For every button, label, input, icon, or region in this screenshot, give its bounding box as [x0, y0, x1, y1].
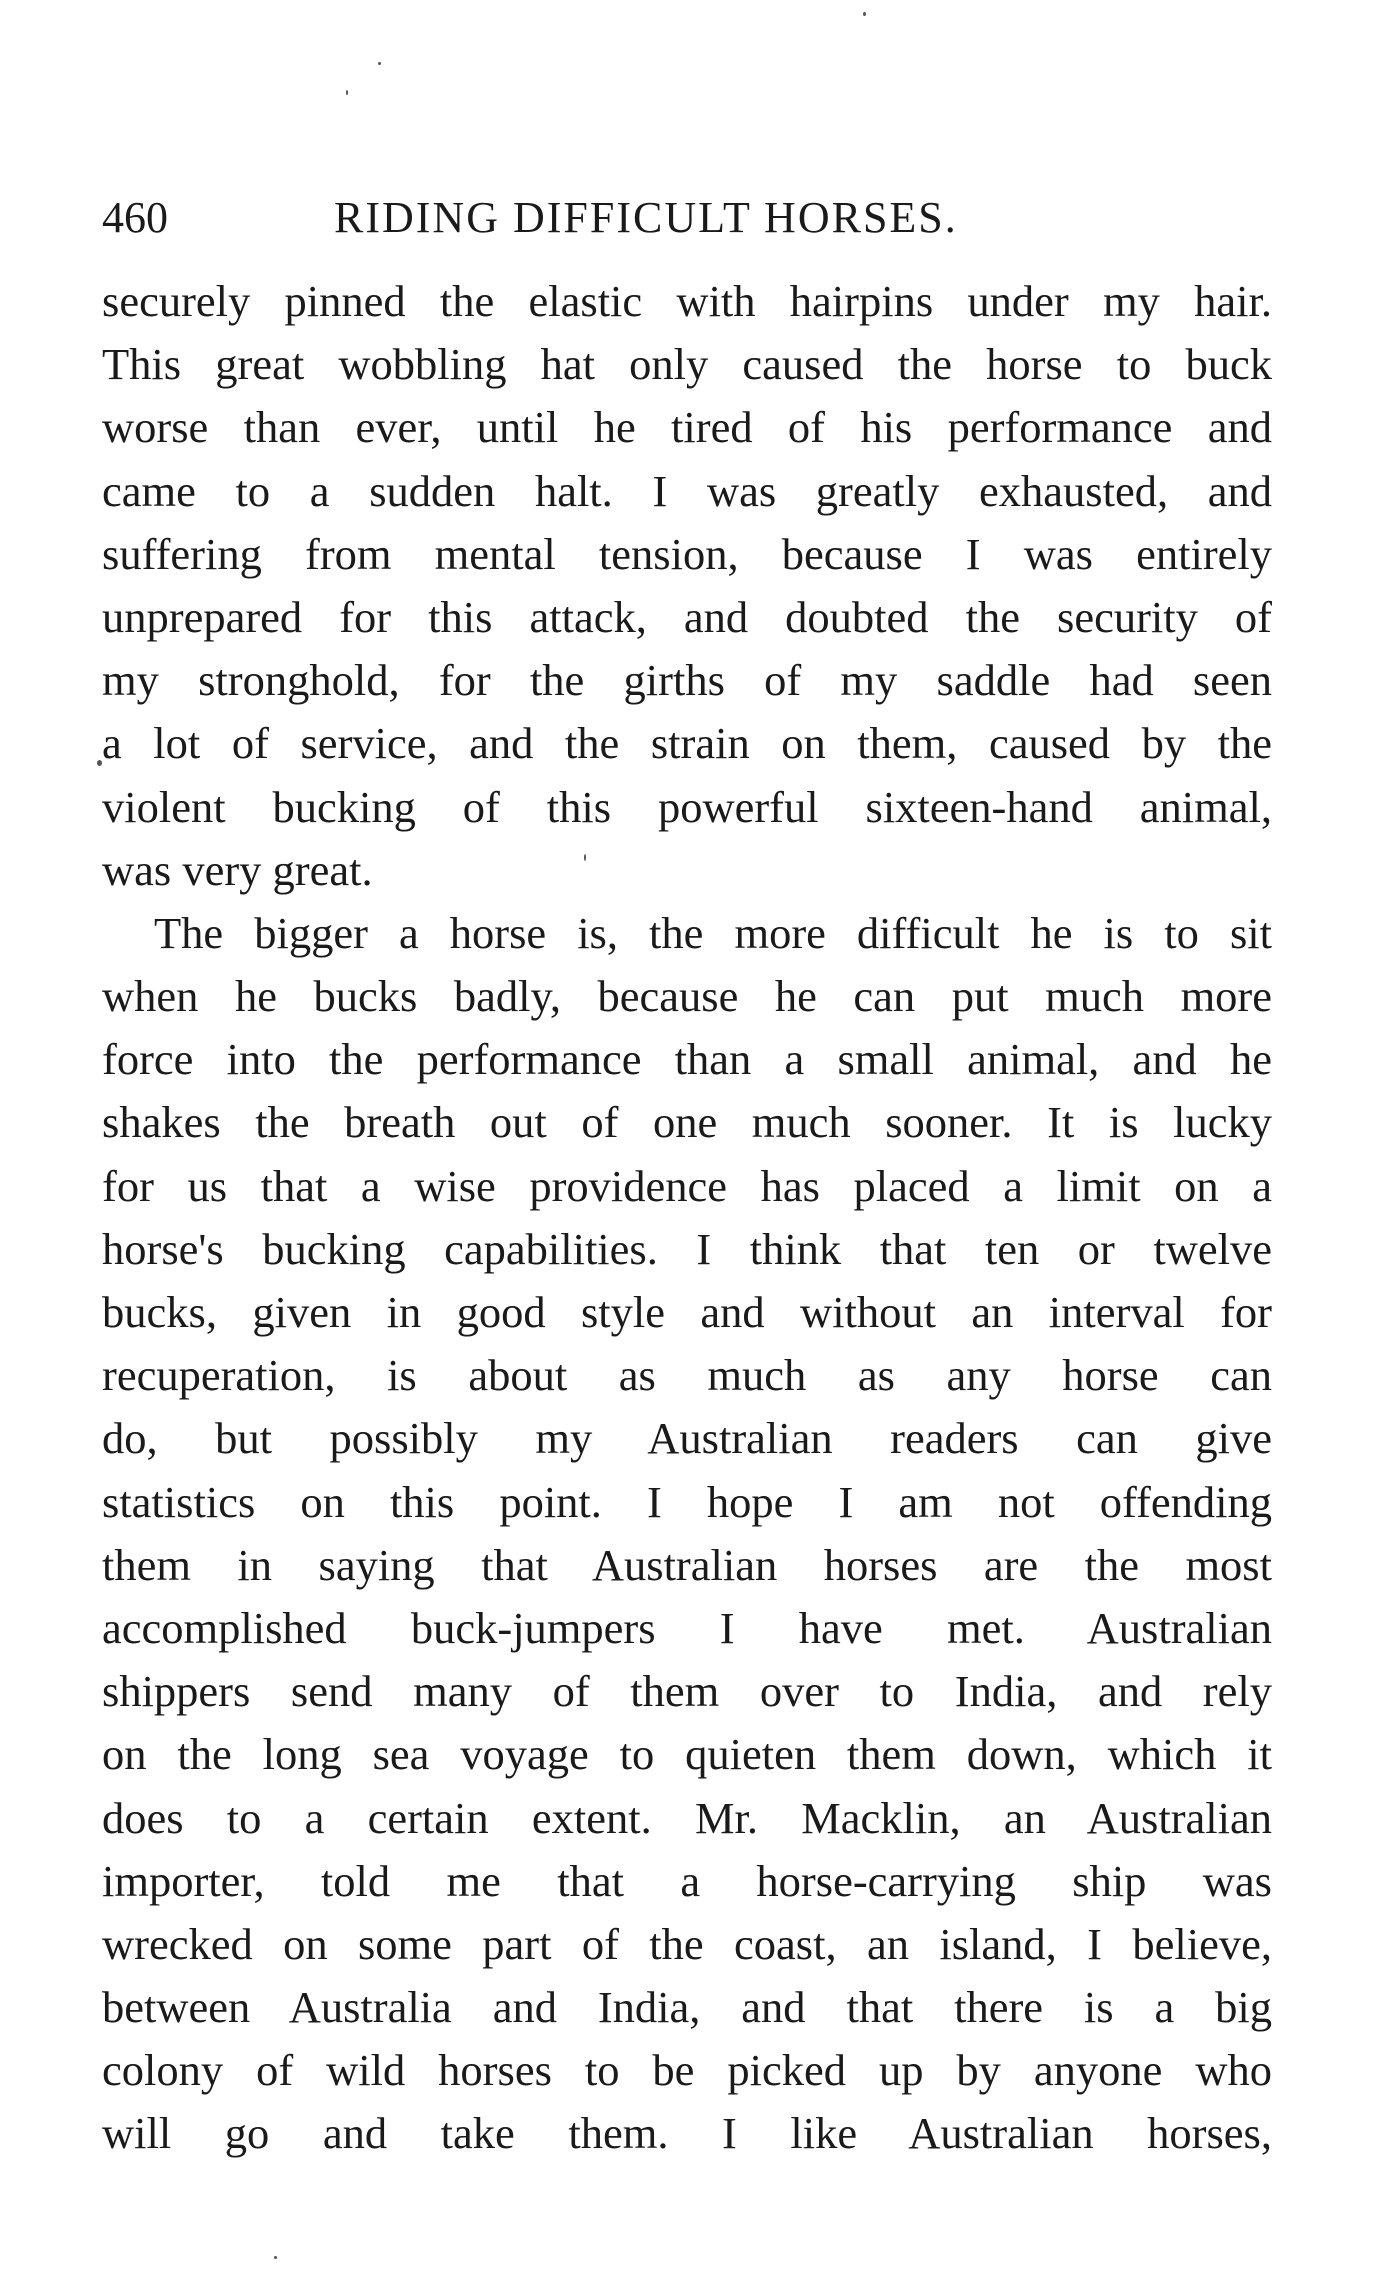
scan-speck	[378, 62, 381, 65]
text-line: on the long sea voyage to quieten them down, which it	[102, 1729, 1272, 1780]
text-line: violent bucking of this powerful sixteen-hand animal,	[102, 781, 1272, 832]
text-line: them in saying that Australian horses are the most	[102, 1539, 1272, 1590]
text-line: between Australia and India, and that there is a big	[102, 1982, 1272, 2033]
text-line: wrecked on some part of the coast, an island, I believe,	[102, 1918, 1272, 1969]
text-line: bucks, given in good style and without an interval for	[102, 1287, 1272, 1337]
text-line: importer, told me that a horse-carrying ship was	[102, 1855, 1272, 1906]
page-header	[102, 188, 1272, 248]
text-line: my stronghold, for the girths of my saddle had seen	[102, 655, 1272, 706]
paragraph	[102, 270, 1272, 902]
body-text	[102, 270, 1272, 2166]
text-line: will go and take them. I like Australian horses,	[102, 2108, 1272, 2159]
text-line: when he bucks badly, because he can put much more	[102, 971, 1272, 1022]
text-line: unprepared for this attack, and doubted the security of	[102, 591, 1272, 642]
text-line: securely pinned the elastic with hairpins under my hair.	[102, 276, 1272, 326]
paragraph	[102, 902, 1272, 2166]
text-line: a lot of service, and the strain on them, caused by the	[102, 718, 1272, 769]
text-line: accomplished buck-jumpers I have met. Australian	[102, 1602, 1272, 1653]
text-line: statistics on this point. I hope I am not offending	[102, 1476, 1272, 1527]
text-line: worse than ever, until he tired of his performance and	[102, 402, 1272, 453]
running-title: RIDING DIFFICULT HORSES.	[334, 193, 958, 242]
text-line: shakes the breath out of one much sooner. It is lucky	[102, 1097, 1272, 1148]
page-number: 460	[102, 193, 168, 242]
scan-speck	[274, 2256, 277, 2259]
text-line: does to a certain extent. Mr. Macklin, an Australian	[102, 1792, 1272, 1843]
text-line: recuperation, is about as much as any horse can	[102, 1350, 1272, 1401]
text-line: The bigger a horse is, the more difficult he is to sit	[154, 907, 1272, 958]
text-line: colony of wild horses to be picked up by anyone who	[102, 2045, 1272, 2096]
scan-speck	[863, 12, 866, 16]
text-line: This great wobbling hat only caused the horse to buck	[102, 339, 1272, 390]
text-line: do, but possibly my Australian readers can give	[102, 1413, 1272, 1464]
text-line: horse's bucking capabilities. I think that ten or twelve	[102, 1223, 1272, 1274]
text-line: force into the performance than a small animal, and he	[102, 1034, 1272, 1085]
text-line: for us that a wise providence has placed a limit on a	[102, 1160, 1272, 1211]
text-line: suffering from mental tension, because I was entirely	[102, 528, 1272, 579]
scan-speck	[346, 90, 348, 95]
text-line: shippers send many of them over to India, and rely	[102, 1666, 1272, 1717]
text-line: came to a sudden halt. I was greatly exhausted, and	[102, 465, 1272, 516]
text-line: was very great.	[102, 844, 373, 895]
